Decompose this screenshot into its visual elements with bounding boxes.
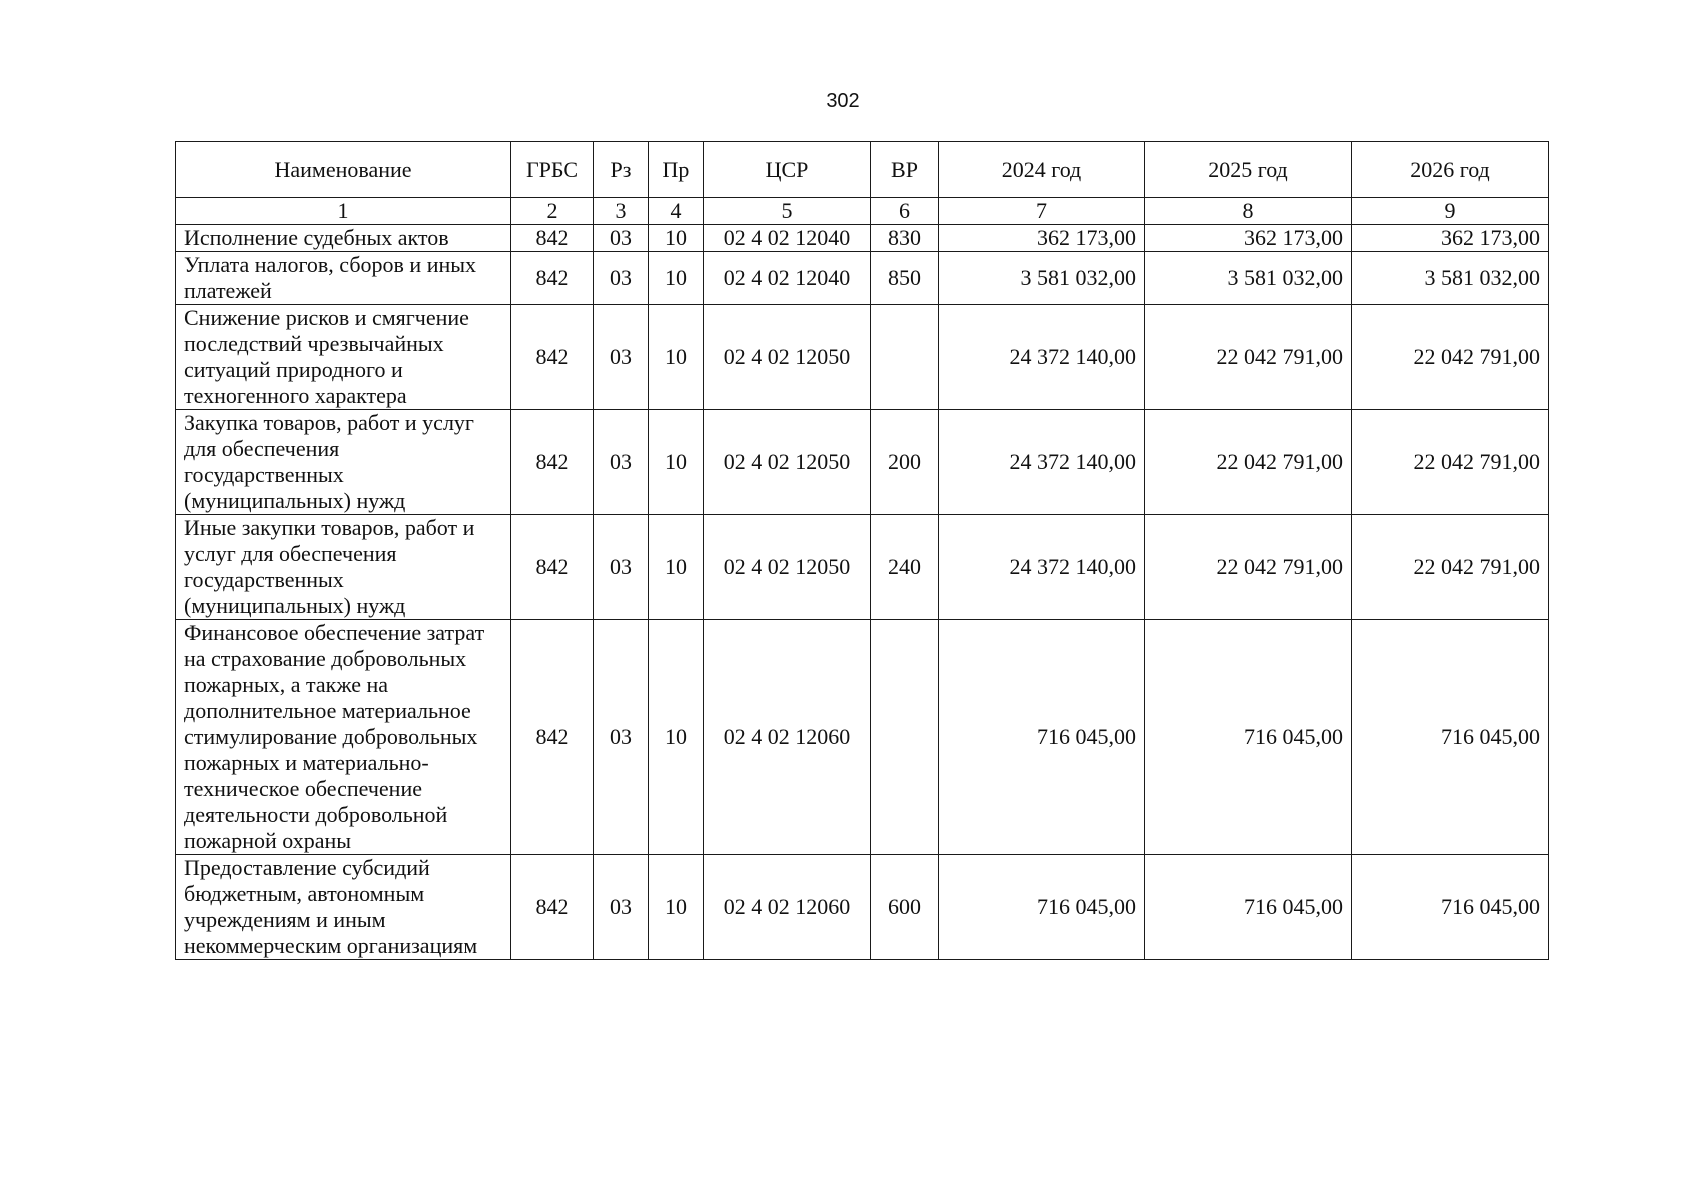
- table-row: [176, 225, 1549, 252]
- row-amount-2024: 716 045,00: [939, 855, 1145, 960]
- row-amount-2024: 716 045,00: [939, 620, 1145, 855]
- row-rz: 03: [594, 855, 649, 960]
- table-row: [176, 410, 1549, 515]
- row-name: Иные закупки товаров, работ и услуг для обеспечения государственных (муниципальных) нужд: [176, 515, 511, 620]
- col-header-pr: Пр: [649, 142, 704, 198]
- row-amount-2025: 22 042 791,00: [1145, 515, 1352, 620]
- column-number: 3: [594, 198, 649, 225]
- budget-table: [175, 141, 1549, 960]
- row-amount-2024: 24 372 140,00: [939, 410, 1145, 515]
- row-amount-2026: 362 173,00: [1352, 225, 1549, 252]
- row-amount-2026: 716 045,00: [1352, 620, 1549, 855]
- table-row: [176, 305, 1549, 410]
- column-number: 2: [511, 198, 594, 225]
- row-grbs: 842: [511, 515, 594, 620]
- col-header-2026: 2026 год: [1352, 142, 1549, 198]
- page-number: 302: [826, 90, 860, 112]
- row-vr: [871, 305, 939, 410]
- row-csr: 02 4 02 12050: [704, 305, 871, 410]
- table-row: [176, 855, 1549, 960]
- row-vr: 850: [871, 252, 939, 305]
- col-header-vr: ВР: [871, 142, 939, 198]
- row-grbs: 842: [511, 252, 594, 305]
- row-amount-2024: 362 173,00: [939, 225, 1145, 252]
- row-grbs: 842: [511, 410, 594, 515]
- row-amount-2025: 22 042 791,00: [1145, 410, 1352, 515]
- row-pr: 10: [649, 515, 704, 620]
- col-header-name: Наименование: [176, 142, 511, 198]
- row-amount-2025: 716 045,00: [1145, 620, 1352, 855]
- row-name: Закупка товаров, работ и услуг для обеспечения государственных (муниципальных) нужд: [176, 410, 511, 515]
- col-header-grbs: ГРБС: [511, 142, 594, 198]
- column-number: 5: [704, 198, 871, 225]
- row-amount-2025: 716 045,00: [1145, 855, 1352, 960]
- row-pr: 10: [649, 225, 704, 252]
- table-row: [176, 252, 1549, 305]
- column-number-row: [176, 198, 1549, 225]
- row-name: Финансовое обеспечение затрат на страхование добровольных пожарных, а также на дополнительное материальное стимулирование добровольных пожарных и материально-техническое обеспечение деятельности добровольной пожарной охраны: [176, 620, 511, 855]
- row-pr: 10: [649, 410, 704, 515]
- col-header-2025: 2025 год: [1145, 142, 1352, 198]
- row-amount-2024: 24 372 140,00: [939, 515, 1145, 620]
- row-csr: 02 4 02 12050: [704, 515, 871, 620]
- column-number: 1: [176, 198, 511, 225]
- row-rz: 03: [594, 620, 649, 855]
- row-amount-2026: 22 042 791,00: [1352, 305, 1549, 410]
- row-vr: 240: [871, 515, 939, 620]
- table-row: [176, 620, 1549, 855]
- row-amount-2025: 22 042 791,00: [1145, 305, 1352, 410]
- column-number: 8: [1145, 198, 1352, 225]
- row-csr: 02 4 02 12060: [704, 620, 871, 855]
- row-name: Исполнение судебных актов: [176, 225, 511, 252]
- column-number: 6: [871, 198, 939, 225]
- row-pr: 10: [649, 305, 704, 410]
- column-number: 4: [649, 198, 704, 225]
- column-number: 9: [1352, 198, 1549, 225]
- row-pr: 10: [649, 620, 704, 855]
- col-header-csr: ЦСР: [704, 142, 871, 198]
- row-csr: 02 4 02 12040: [704, 225, 871, 252]
- row-amount-2024: 24 372 140,00: [939, 305, 1145, 410]
- table-row: [176, 515, 1549, 620]
- col-header-rz: Рз: [594, 142, 649, 198]
- row-amount-2026: 716 045,00: [1352, 855, 1549, 960]
- row-rz: 03: [594, 305, 649, 410]
- row-rz: 03: [594, 225, 649, 252]
- row-grbs: 842: [511, 225, 594, 252]
- row-amount-2026: 22 042 791,00: [1352, 410, 1549, 515]
- row-name: Предоставление субсидий бюджетным, автономным учреждениям и иным некоммерческим организациям: [176, 855, 511, 960]
- row-vr: 830: [871, 225, 939, 252]
- row-rz: 03: [594, 252, 649, 305]
- row-grbs: 842: [511, 305, 594, 410]
- row-grbs: 842: [511, 620, 594, 855]
- row-csr: 02 4 02 12040: [704, 252, 871, 305]
- row-pr: 10: [649, 855, 704, 960]
- row-vr: 200: [871, 410, 939, 515]
- row-amount-2024: 3 581 032,00: [939, 252, 1145, 305]
- row-amount-2026: 3 581 032,00: [1352, 252, 1549, 305]
- row-amount-2025: 362 173,00: [1145, 225, 1352, 252]
- row-name: Снижение рисков и смягчение последствий чрезвычайных ситуаций природного и техногенного характера: [176, 305, 511, 410]
- row-amount-2025: 3 581 032,00: [1145, 252, 1352, 305]
- row-grbs: 842: [511, 855, 594, 960]
- row-rz: 03: [594, 515, 649, 620]
- row-amount-2026: 22 042 791,00: [1352, 515, 1549, 620]
- header-row: [176, 142, 1549, 198]
- row-csr: 02 4 02 12050: [704, 410, 871, 515]
- row-pr: 10: [649, 252, 704, 305]
- row-name: Уплата налогов, сборов и иных платежей: [176, 252, 511, 305]
- column-number: 7: [939, 198, 1145, 225]
- row-csr: 02 4 02 12060: [704, 855, 871, 960]
- row-vr: 600: [871, 855, 939, 960]
- row-rz: 03: [594, 410, 649, 515]
- row-vr: [871, 620, 939, 855]
- col-header-2024: 2024 год: [939, 142, 1145, 198]
